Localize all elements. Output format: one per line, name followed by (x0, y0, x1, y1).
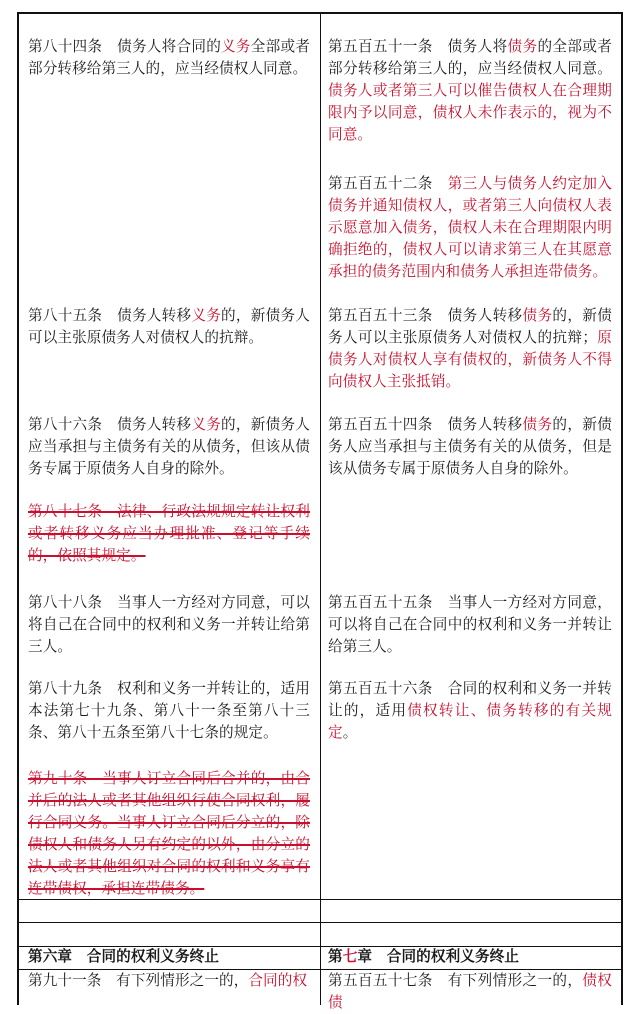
old-article-87-deleted (28, 501, 310, 567)
deleted-text: 第九十条 当事人订立合同后合并的，由合并后的法人或者其他组织行使合同权利，履行合同义务。当事人订立合同后分立的，除债权人和债务人另有约定的以外，由分立的法人或者其他组织对合同的权利和义务享有连带债权，承担连带债务。 (28, 770, 310, 897)
changed-text: 合同的权 (248, 972, 308, 989)
chapter-number: 第六章 (28, 948, 73, 965)
changed-text: 债权转让、债务转移的有关规定 (328, 702, 612, 741)
old-article-86 (28, 414, 310, 480)
changed-text: 义务 (191, 307, 222, 324)
added-text: 第三人与债务人约定加入债务并通知债权人，或者第三人向债权人表示愿意加入债务，债权人未在合理期限内明确拒绝的，债权人可以请求第三人在其愿意承担的债务范围内和债务人承担连带债务。 (328, 175, 612, 280)
new-article-556 (328, 678, 612, 744)
article-text: 。 (342, 724, 358, 741)
new-article-551 (328, 36, 612, 146)
article-text: 第五百五十六条 合同的权利和义务一并转让的，适用 (328, 680, 612, 719)
article-text: 第五百五十三条 债务人转移 (328, 307, 523, 324)
changed-text: 七 (342, 948, 358, 965)
article-text: 第五百五十一条 债务人将 (328, 38, 508, 55)
article-text: 第五百五十七条 有下列情形之一的， (328, 972, 583, 989)
changed-text: 义务 (191, 416, 222, 433)
comparison-table (17, 12, 623, 1011)
changed-text: 债务 (522, 307, 553, 324)
article-text: 全部或者部分转移给第三人的，应当经债权人同意。 (28, 38, 310, 77)
added-text: 原债务人对债权人享有债权的，新债务人不得向债权人主张抵销。 (328, 329, 612, 390)
changed-text: 债务 (507, 38, 538, 55)
chapter-title: 合同的权利义务终止 (72, 948, 220, 965)
article-text: 第九十一条 有下列情形之一的， (28, 972, 249, 989)
article-text: 的，新债务人可以主张原债务人对债权人的抗辩； (328, 307, 612, 346)
new-article-553 (328, 305, 612, 393)
changed-text: 债权债 (328, 972, 612, 1011)
article-text: 第八十八条 当事人一方经对方同意，可以将自己在合同中的权利和义务一并转让给第三人。 (28, 594, 310, 655)
article-text: 的，新债务人应当承担与主债务有关的从债务，但是该从债务专属于原债务人自身的除外。 (328, 416, 612, 477)
added-text: 债务人或者第三人可以催告债权人在合理期限内予以同意，债权人未作表示的，视为不同意。 (328, 82, 612, 143)
old-article-90-deleted (28, 768, 310, 900)
new-article-557 (328, 970, 612, 1014)
article-text: 的全部或者部分转移给第三人的，应当经债权人同意。 (328, 38, 612, 77)
article-text: 第八十六条 债务人转移 (28, 416, 192, 433)
old-chapter-heading (28, 946, 310, 968)
new-article-552 (328, 173, 612, 283)
article-text: 第八十五条 债务人转移 (28, 307, 192, 324)
article-text: 的，新债务人应当承担与主债务有关的从债务，但该从债务专属于原债务人自身的除外。 (28, 416, 310, 477)
chapter-number: 第 (328, 948, 343, 965)
column-divider (320, 14, 321, 1005)
old-article-84 (28, 36, 310, 80)
old-article-85 (28, 305, 310, 349)
article-text: 第八十九条 权利和义务一并转让的，适用本法第七十九条、第八十一条至第八十三条、第八十五条至第八十七条的规定。 (28, 680, 310, 741)
new-article-554 (328, 414, 612, 480)
old-article-88 (28, 592, 310, 658)
article-text: 第五百五十二条 (328, 175, 448, 192)
new-article-555 (328, 592, 612, 658)
old-article-89 (28, 678, 310, 744)
article-text: 的，新债务人可以主张原债务人对债权人的抗辩。 (28, 307, 310, 346)
row-divider (19, 922, 621, 923)
article-text: 第五百五十五条 当事人一方经对方同意，可以将自己在合同中的权利和义务一并转让给第三人。 (328, 594, 612, 655)
old-article-91 (28, 970, 310, 992)
article-text: 第八十四条 债务人将合同的 (28, 38, 222, 55)
article-text: 第五百五十四条 债务人转移 (328, 416, 523, 433)
deleted-text: 第八十七条 法律、行政法规规定转让权利或者转移义务应当办理批准、登记等手续的，依照其规定。 (28, 503, 310, 564)
new-chapter-heading (328, 946, 612, 968)
changed-text: 债务 (522, 416, 553, 433)
chapter-title: 章 合同的权利义务终止 (357, 948, 520, 965)
changed-text: 义务 (221, 38, 251, 55)
